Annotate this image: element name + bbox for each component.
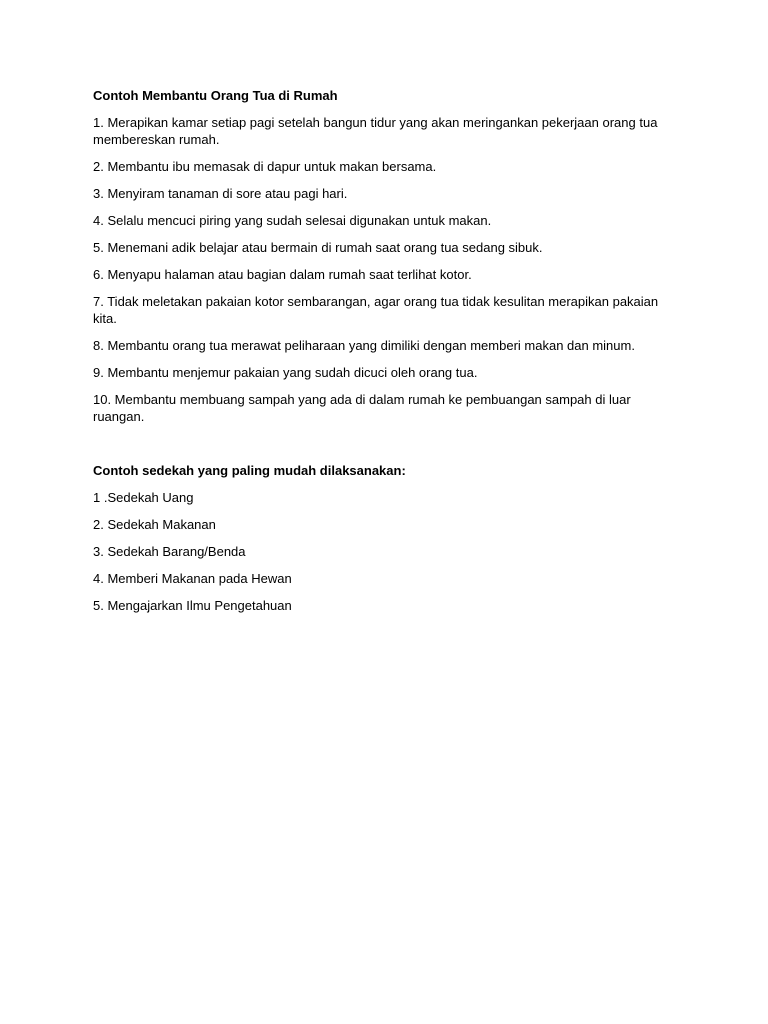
list-item: 3. Sedekah Barang/Benda: [93, 544, 246, 559]
list-item: 6. Menyapu halaman atau bagian dalam rumah saat terlihat kotor.: [93, 267, 472, 282]
list-item: 5. Mengajarkan Ilmu Pengetahuan: [93, 598, 292, 613]
list-item: 5. Menemani adik belajar atau bermain di rumah saat orang tua sedang sibuk.: [93, 240, 543, 255]
list-item: 7. Tidak meletakan pakaian kotor sembarangan, agar orang tua tidak kesulitan merapikan pakaian kita.: [93, 294, 659, 326]
list-item: 1 .Sedekah Uang: [93, 490, 194, 505]
list-item: 2. Sedekah Makanan: [93, 517, 216, 532]
section-heading-sedekah: Contoh sedekah yang paling mudah dilaksanakan:: [93, 463, 406, 478]
document-page: [93, 87, 683, 624]
list-item: 1. Merapikan kamar setiap pagi setelah bangun tidur yang akan meringankan pekerjaan orang tua membereskan rumah.: [93, 115, 658, 147]
list-item: 4. Memberi Makanan pada Hewan: [93, 571, 292, 586]
section-spacer: [93, 435, 683, 462]
list-item: 4. Selalu mencuci piring yang sudah selesai digunakan untuk makan.: [93, 213, 492, 228]
section-heading-membantu-orang-tua: Contoh Membantu Orang Tua di Rumah: [93, 88, 338, 103]
list-item: 9. Membantu menjemur pakaian yang sudah dicuci oleh orang tua.: [93, 365, 478, 380]
list-item: 8. Membantu orang tua merawat peliharaan yang dimiliki dengan memberi makan dan minum.: [93, 338, 635, 353]
list-item: 2. Membantu ibu memasak di dapur untuk makan bersama.: [93, 159, 437, 174]
list-item: 10. Membantu membuang sampah yang ada di dalam rumah ke pembuangan sampah di luar ruangan.: [93, 392, 631, 424]
list-item: 3. Menyiram tanaman di sore atau pagi hari.: [93, 186, 348, 201]
